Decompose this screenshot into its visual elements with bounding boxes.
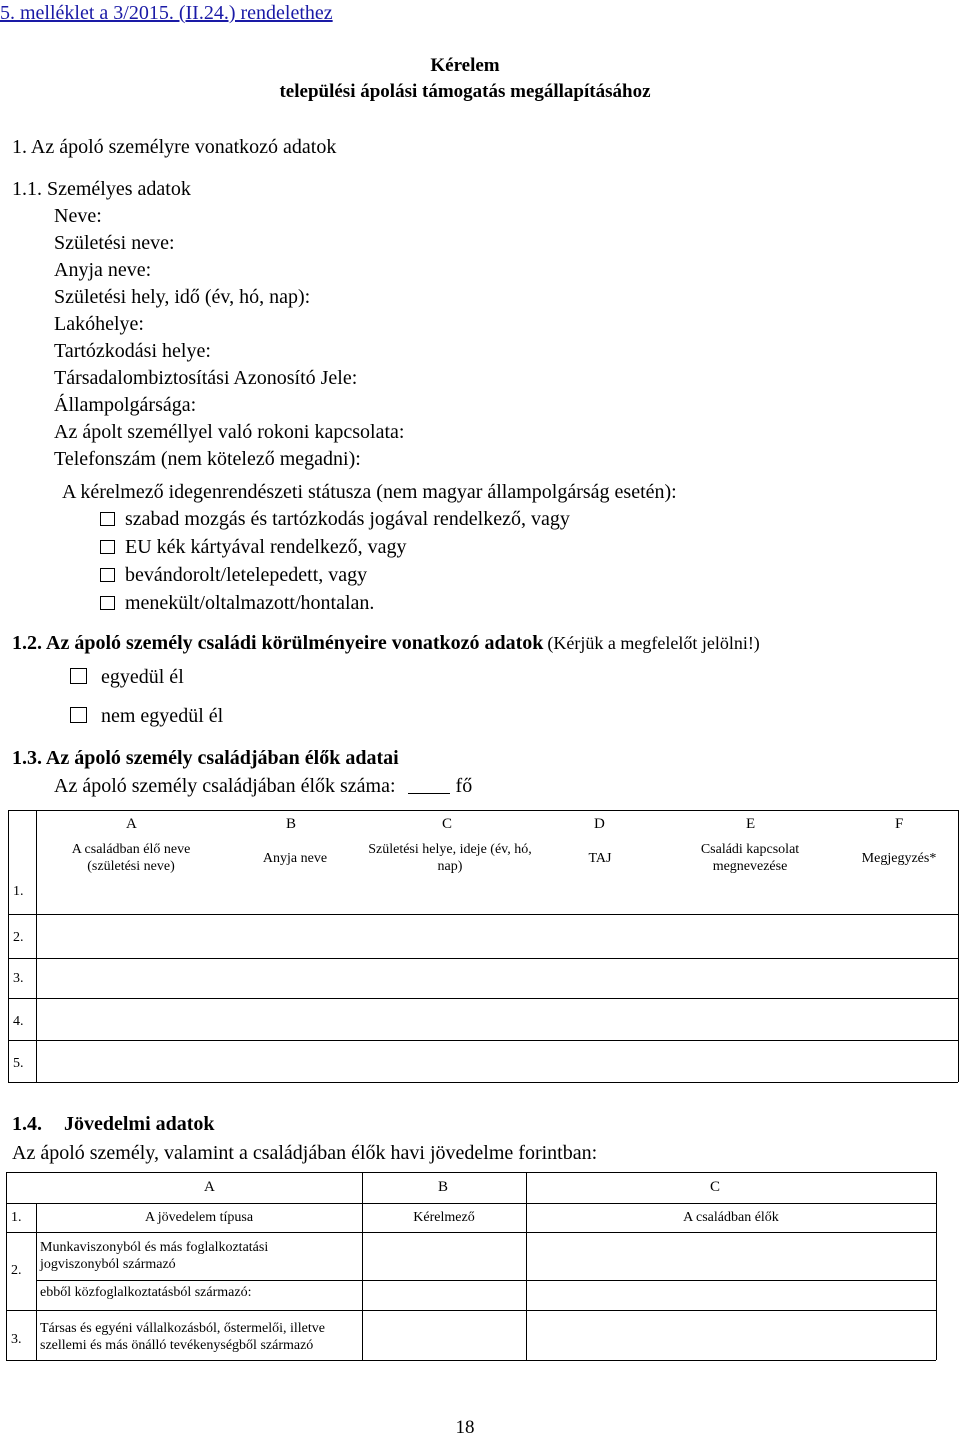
family-count-input[interactable] [408,775,450,794]
row-number: 4. [13,1014,24,1029]
col-letter: D [594,816,605,832]
status-option-eu-blue-card[interactable]: EU kék kártyával rendelkező, vagy [100,534,407,560]
page-number: 18 [455,1417,475,1438]
row-number: 3. [11,1332,22,1347]
section-1-heading: 1. Az ápoló személyre vonatkozó adatok [12,136,337,158]
checkbox-icon[interactable] [100,512,115,526]
col-letter: E [746,816,756,832]
income-row-enterprise: Társas és egyéni vállalkozásból, őstermelői, illetve szellemi és más önálló tevékenységből származó [40,1321,325,1353]
row-number: 3. [13,971,24,986]
field-phone: Telefonszám (nem kötelező megadni): [54,448,361,470]
form-title: Kérelem [430,55,500,76]
row-number: 2. [13,930,24,945]
option-lives-alone[interactable]: egyedül él [70,664,184,690]
status-option-free-movement[interactable]: szabad mozgás és tartózkodás jogával rendelkező, vagy [100,506,570,532]
status-question: A kérelmező idegenrendészeti státusza (nem magyar állampolgárság esetén): [62,481,677,503]
field-mother-name: Anyja neve: [54,259,152,281]
row-number: 1. [11,1210,22,1225]
annex-link[interactable]: 5. melléklet a 3/2015. (II.24.) rendelethez [0,2,333,24]
col-letter: B [438,1179,449,1195]
field-name: Neve: [54,205,102,227]
field-citizenship: Állampolgársága: [54,394,197,416]
field-taj: Társadalombiztosítási Azonosító Jele: [54,367,358,389]
field-birth-name: Születési neve: [54,232,175,254]
col-letter: A [204,1179,215,1195]
col-header-mother-name: Anyja neve [262,851,328,866]
col-header-birth-place-date: Születési helye, ideje (év, hó, nap) [368,842,532,874]
section-1-4-heading: 1.4. Jövedelmi adatok [12,1113,215,1135]
field-birth-place-date: Születési hely, idő (év, hó, nap): [54,286,311,308]
checkbox-icon[interactable] [70,707,87,723]
section-1-3-heading: 1.3. Az ápoló személy családjában élők adatai [12,747,399,769]
col-header-relationship: Családi kapcsolat megnevezése [700,842,800,874]
field-relationship: Az ápolt személlyel való rokoni kapcsolata: [54,421,405,443]
col-letter: F [895,816,904,832]
col-header-taj: TAJ [588,851,612,866]
col-header-applicant: Kérelmező [413,1210,475,1225]
row-number: 5. [13,1056,24,1071]
form-subtitle: települési ápolási támogatás megállapításához [279,81,651,102]
col-header-member-name: A családban élő neve (születési neve) [71,842,191,874]
status-option-immigrant[interactable]: bevándorolt/letelepedett, vagy [100,562,367,588]
section-1-2-heading: 1.2. Az ápoló személy családi körülményeire vonatkozó adatok (Kérjük a megfelelőt jelölni!) [12,632,760,654]
family-count-row: Az ápoló személy családjában élők száma: fő [54,775,473,797]
row-number: 2. [11,1263,22,1278]
col-header-income-type: A jövedelem típusa [144,1210,254,1225]
col-letter: C [710,1179,721,1195]
checkbox-icon[interactable] [70,668,87,684]
income-intro: Az ápoló személy, valamint a családjában élők havi jövedelme forintban: [12,1142,598,1164]
row-number: 1. [13,884,24,899]
checkbox-icon[interactable] [100,540,115,554]
col-letter: C [442,816,453,832]
col-letter: A [126,816,137,832]
option-not-alone[interactable]: nem egyedül él [70,703,223,729]
status-option-refugee[interactable]: menekült/oltalmazott/hontalan. [100,590,374,616]
checkbox-icon[interactable] [100,596,115,610]
field-residence: Lakóhelye: [54,313,144,335]
col-header-note: Megjegyzés* [861,851,937,866]
col-letter: B [286,816,297,832]
field-stay-place: Tartózkodási helye: [54,340,211,362]
checkbox-icon[interactable] [100,568,115,582]
income-row-public-work: ebből közfoglalkoztatásból származó: [40,1285,252,1300]
income-row-employment: Munkaviszonyból és más foglalkoztatási jogviszonyból származó [40,1240,269,1272]
col-header-family: A családban élők [683,1210,779,1225]
section-1-1-heading: 1.1. Személyes adatok [12,178,191,200]
